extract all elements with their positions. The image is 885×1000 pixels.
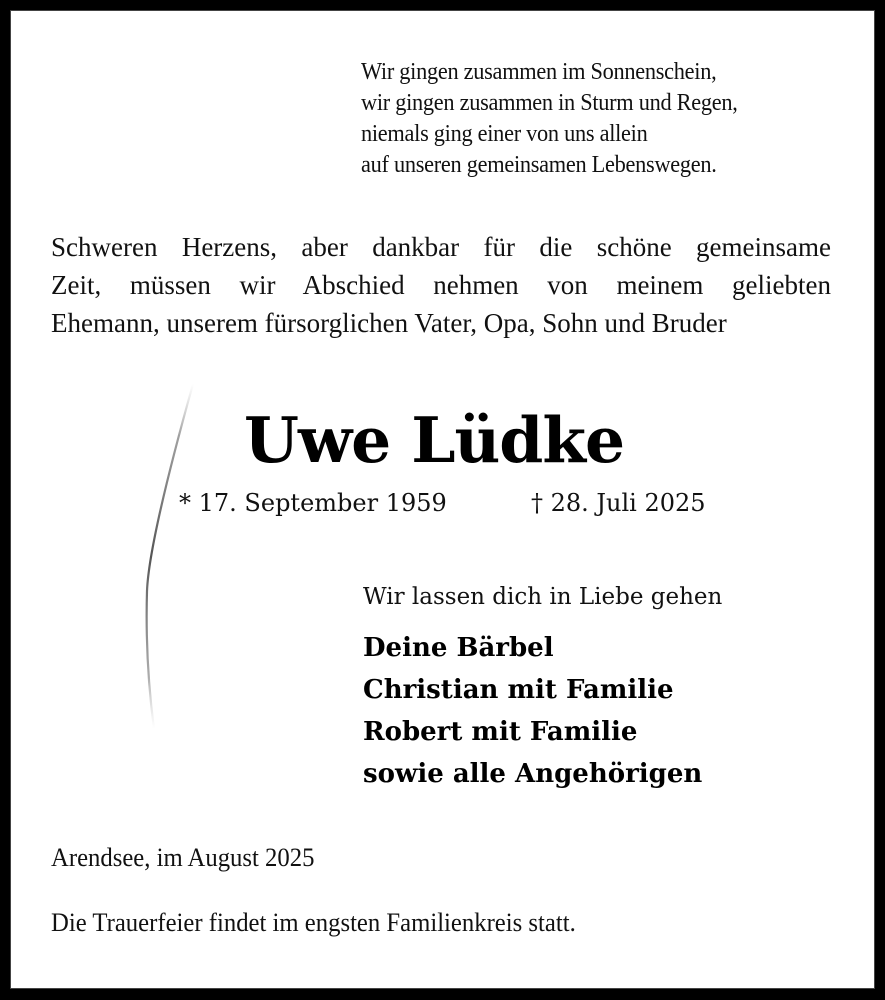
intro-text — [51, 228, 831, 342]
poem — [361, 57, 738, 181]
intro-line: Ehemann, unserem fürsorglichen Vater, Opa, Sohn und Bruder — [51, 308, 727, 338]
mourner: Robert mit Familie — [363, 717, 638, 747]
poem-line: auf unseren gemeinsamen Lebenswegen. — [361, 152, 717, 178]
death-date: † 28. Juli 2025 — [531, 489, 706, 517]
birth-date: * 17. September 1959 — [179, 489, 447, 517]
funeral-note: Die Trauerfeier findet im engsten Familienkreis statt. — [51, 908, 576, 937]
mourner: sowie alle Angehörigen — [363, 759, 703, 789]
farewell-line: Wir lassen dich in Liebe gehen — [363, 584, 723, 610]
obituary-notice — [10, 10, 875, 989]
intro-line: Schweren Herzens, aber dankbar für die schöne gemeinsame — [51, 232, 831, 262]
place-date: Arendsee, im August 2025 — [51, 843, 315, 872]
deceased-name: Uwe Lüdke — [244, 403, 625, 477]
poem-line: niemals ging einer von uns allein — [361, 121, 648, 147]
poem-line: Wir gingen zusammen im Sonnenschein, — [361, 59, 717, 85]
mourner: Christian mit Familie — [363, 675, 674, 705]
mourners-list — [363, 627, 702, 795]
mourner: Deine Bärbel — [363, 633, 554, 663]
poem-line: wir gingen zusammen in Sturm und Regen, — [361, 90, 738, 116]
intro-line: Zeit, müssen wir Abschied nehmen von meinem geliebten — [51, 270, 831, 300]
